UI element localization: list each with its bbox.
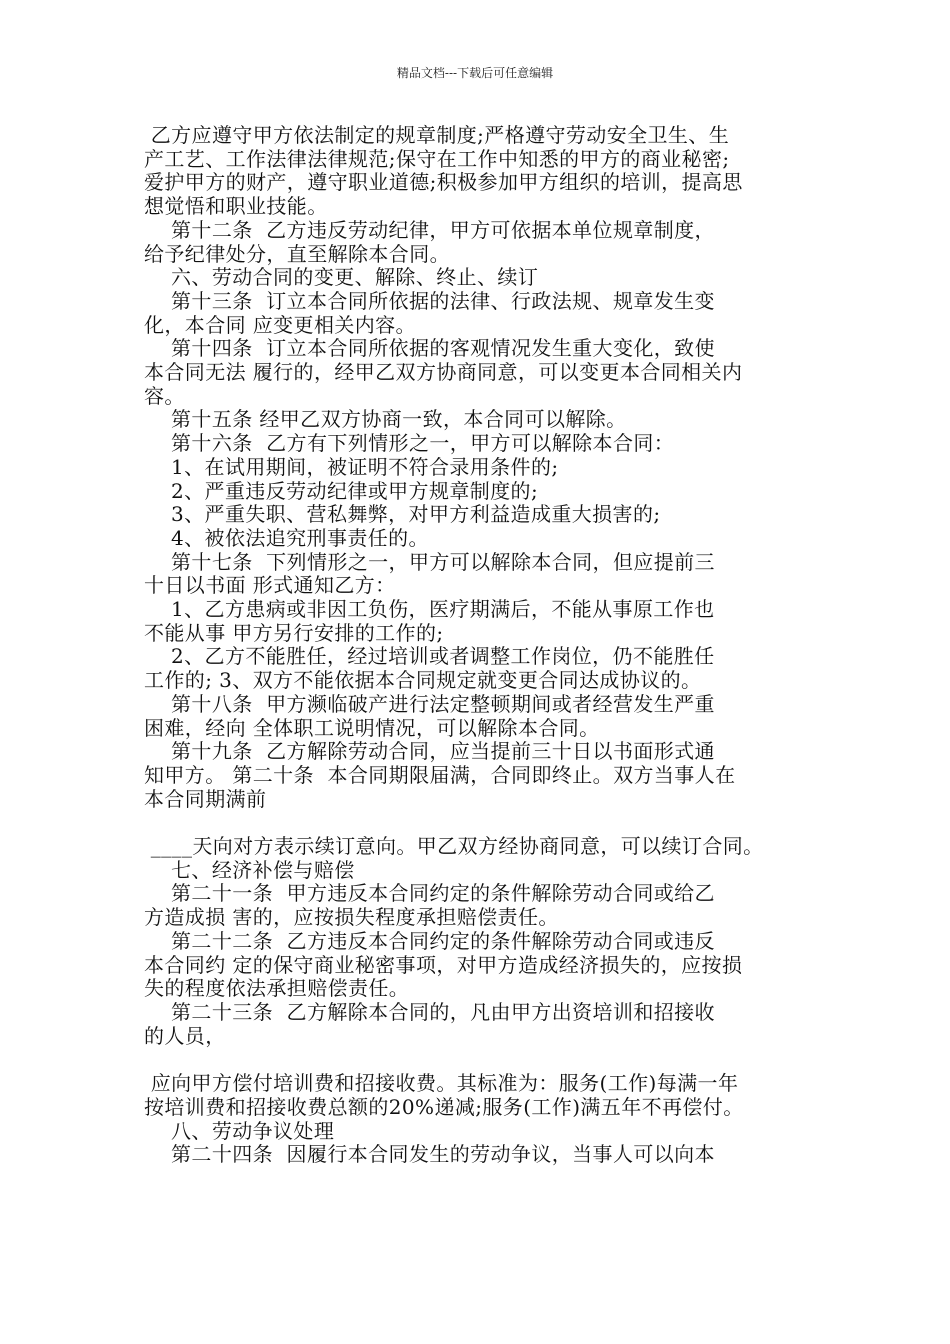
body-line: 第二十一条 甲方违反本合同约定的条件解除劳动合同或给乙	[144, 881, 715, 906]
body-line: 乙方应遵守甲方依法制定的规章制度;严格遵守劳动安全卫生、生	[144, 123, 730, 147]
body-line: 知甲方。 第二十条 本合同期限届满，合同即终止。双方当事人在	[144, 762, 736, 787]
list-item: 2、严重违反劳动纪律或甲方规章制度的;	[144, 478, 539, 503]
body-line: 爱护甲方的财产，遵守职业道德;积极参加甲方组织的培训，提高思	[144, 170, 743, 195]
body-line: 第十六条 乙方有下列情形之一，甲方可以解除本合同：	[144, 431, 675, 456]
body-line: 化，本合同 应变更相关内容。	[144, 312, 416, 337]
list-item: 1、乙方患病或非因工负伤，医疗期满后，不能从事原工作也	[144, 597, 715, 622]
body-line: 第十二条 乙方违反劳动纪律，甲方可依据本单位规章制度，	[144, 217, 715, 242]
body-line: 第十四条 订立本合同所依据的客观情况发生重大变化，致使	[144, 336, 715, 361]
body-line: 失的程度依法承担赔偿责任。	[144, 976, 410, 1001]
body-line: 应向甲方偿付培训费和招接收费。其标准为：服务(工作)每满一年	[144, 1071, 739, 1096]
body-line: 十日以书面 形式通知乙方：	[144, 573, 396, 598]
section-heading: 六、劳动合同的变更、解除、终止、续订	[144, 265, 539, 290]
body-line: 的人员，	[144, 1023, 226, 1048]
section-heading: 七、经济补偿与赔偿	[144, 857, 355, 882]
body-line: 第二十四条 因履行本合同发生的劳动争议，当事人可以向本	[144, 1142, 715, 1167]
body-line: 想觉悟和职业技能。	[144, 194, 328, 219]
list-item: 1、在试用期间，被证明不符合录用条件的;	[144, 454, 559, 479]
body-line: 本合同无法 履行的，经甲乙双方协商同意，可以变更本合同相关内	[144, 360, 743, 385]
section-heading: 八、劳动争议处理	[144, 1118, 335, 1143]
body-line: 方造成损 害的，应按损失程度承担赔偿责任。	[144, 905, 559, 930]
body-line: 第十八条 甲方濒临破产进行法定整顿期间或者经营发生严重	[144, 691, 715, 716]
body-line: 容。	[144, 383, 185, 408]
body-line: 给予纪律处分，直至解除本合同。	[144, 241, 450, 266]
body-line: 不能从事 甲方另行安排的工作的;	[144, 620, 444, 645]
document-body	[144, 124, 816, 1167]
body-line: 第十九条 乙方解除劳动合同，应当提前三十日以书面形式通	[144, 739, 715, 764]
body-line: 按培训费和招接收费总额的20%递减;服务(工作)满五年不再偿付。	[144, 1094, 744, 1119]
page-header: 精品文档---下载后可任意编辑	[396, 66, 554, 80]
body-line: 困难，经向 全体职工说明情况，可以解除本合同。	[144, 715, 600, 740]
body-line: 本合同期满前	[144, 786, 267, 811]
body-line: ____天向对方表示续订意向。甲乙双方经协商同意，可以续订合同。	[144, 834, 764, 859]
list-item: 4、被依法追究刑事责任的。	[144, 525, 429, 550]
body-line: 第二十三条 乙方解除本合同的，凡由甲方出资培训和招接收	[144, 1000, 715, 1024]
body-line: 工作的; 3、双方不能依据本合同规定就变更合同达成协议的。	[144, 668, 702, 693]
body-line: 第二十二条 乙方违反本合同约定的条件解除劳动合同或违反	[144, 928, 715, 953]
blank-line	[144, 811, 816, 835]
body-line: 产工艺、工作法律法律规范;保守在工作中知悉的甲方的商业秘密;	[144, 146, 730, 171]
list-item: 2、乙方不能胜任，经过培训或者调整工作岗位，仍不能胜任	[144, 644, 715, 669]
body-line: 第十三条 订立本合同所依据的法律、行政法规、规章发生变	[144, 288, 715, 313]
body-line: 本合同约 定的保守商业秘密事项，对甲方造成经济损失的，应按损	[144, 952, 743, 977]
list-item: 3、严重失职、营私舞弊，对甲方利益造成重大损害的;	[144, 502, 661, 527]
body-line: 第十五条 经甲乙双方协商一致，本合同可以解除。	[144, 407, 627, 432]
body-line: 第十七条 下列情形之一，甲方可以解除本合同，但应提前三	[144, 549, 715, 574]
blank-line	[144, 1048, 816, 1072]
